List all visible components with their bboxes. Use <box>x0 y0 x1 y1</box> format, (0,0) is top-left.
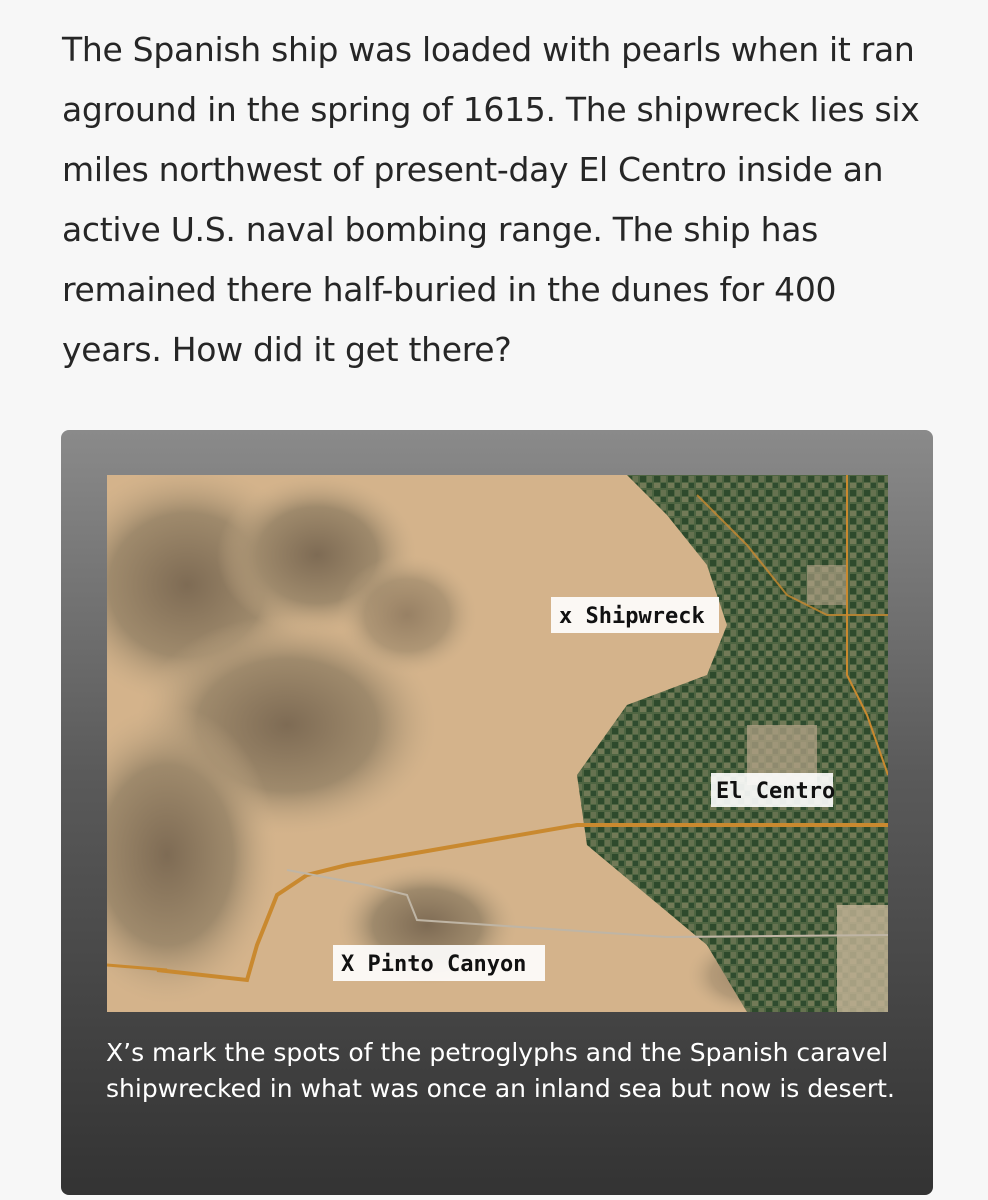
pinto-canyon-label: X Pinto Canyon <box>341 952 527 977</box>
shipwreck-label: x Shipwreck <box>559 604 705 629</box>
figure-card <box>61 430 933 1195</box>
figure-caption: X’s mark the spots of the petroglyphs and the Spanish caravel shipwrecked in what was once an inland sea but now is desert. <box>106 1038 895 1103</box>
article-paragraph: The Spanish ship was loaded with pearls when it ran aground in the spring of 1615. The shipwreck lies six miles northwest of present-day El Centro inside an active U.S. naval bombing range. The ship has remained there half-buried in the dunes for 400 years. How did it get there? <box>62 30 920 369</box>
satellite-map <box>107 475 888 1012</box>
el-centro-label: El Centro <box>716 779 836 804</box>
